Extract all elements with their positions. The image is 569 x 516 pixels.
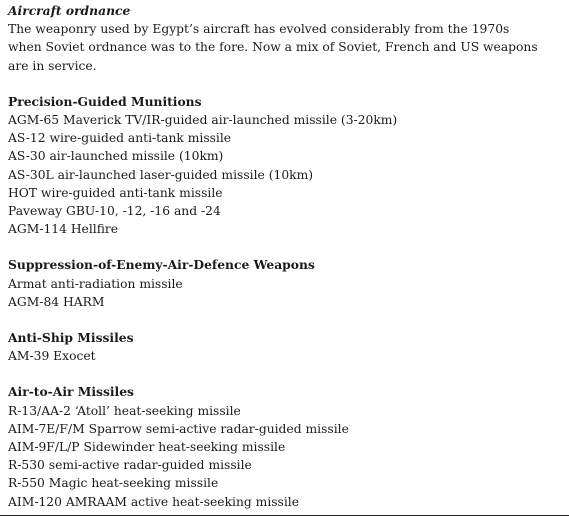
intro-paragraph [8,20,563,75]
list-item: AM-39 Exocet [8,349,96,364]
list-item: HOT wire-guided anti-tank missile [8,185,223,200]
list-item: R-13/AA-2 ‘Atoll’ heat-seeking missile [8,403,241,418]
section-heading: Precision-Guided Munitions [8,93,202,109]
list-item: R-530 semi-active radar-guided missile [8,458,252,473]
list-item: AIM-9F/L/P Sidewinder heat-seeking missile [8,440,286,455]
list-item: AGM-114 Hellfire [8,222,119,237]
section-heading: Anti-Ship Missiles [8,330,134,346]
list-item: AGM-84 HARM [8,294,105,309]
section-anti-ship-missiles [8,329,563,365]
section-heading: Air-to-Air Missiles [8,384,134,400]
intro-line: The weaponry used by Egypt’s aircraft has evolved considerably from the 1970s [8,22,510,37]
list-item: AS-12 wire-guided anti-tank missile [8,131,232,146]
list-item: AGM-65 Maverick TV/IR-guided air-launched missile (3-20km) [8,113,398,128]
section-precision-guided-munitions [8,93,563,239]
document-title: Aircraft ordnance [8,3,131,18]
intro-line: are in service. [8,58,97,73]
intro-line: when Soviet ordnance was to the fore. Now a mix of Soviet, French and US weapons [8,40,538,55]
document-content [8,2,563,511]
list-item: Paveway GBU-10, -12, -16 and -24 [8,204,221,219]
section-air-to-air-missiles [8,383,563,510]
list-item: AIM-120 AMRAAM active heat-seeking missile [8,494,300,509]
list-item: Armat anti-radiation missile [8,276,183,291]
section-heading: Suppression-of-Enemy-Air-Defence Weapons [8,257,315,273]
list-item: AS-30 air-launched missile (10km) [8,149,224,164]
list-item: AIM-7E/F/M Sparrow semi-active radar-guided missile [8,421,349,436]
list-item: R-550 Magic heat-seeking missile [8,476,219,491]
list-item: AS-30L air-launched laser-guided missile (10km) [8,167,314,182]
section-sead-weapons [8,256,563,311]
